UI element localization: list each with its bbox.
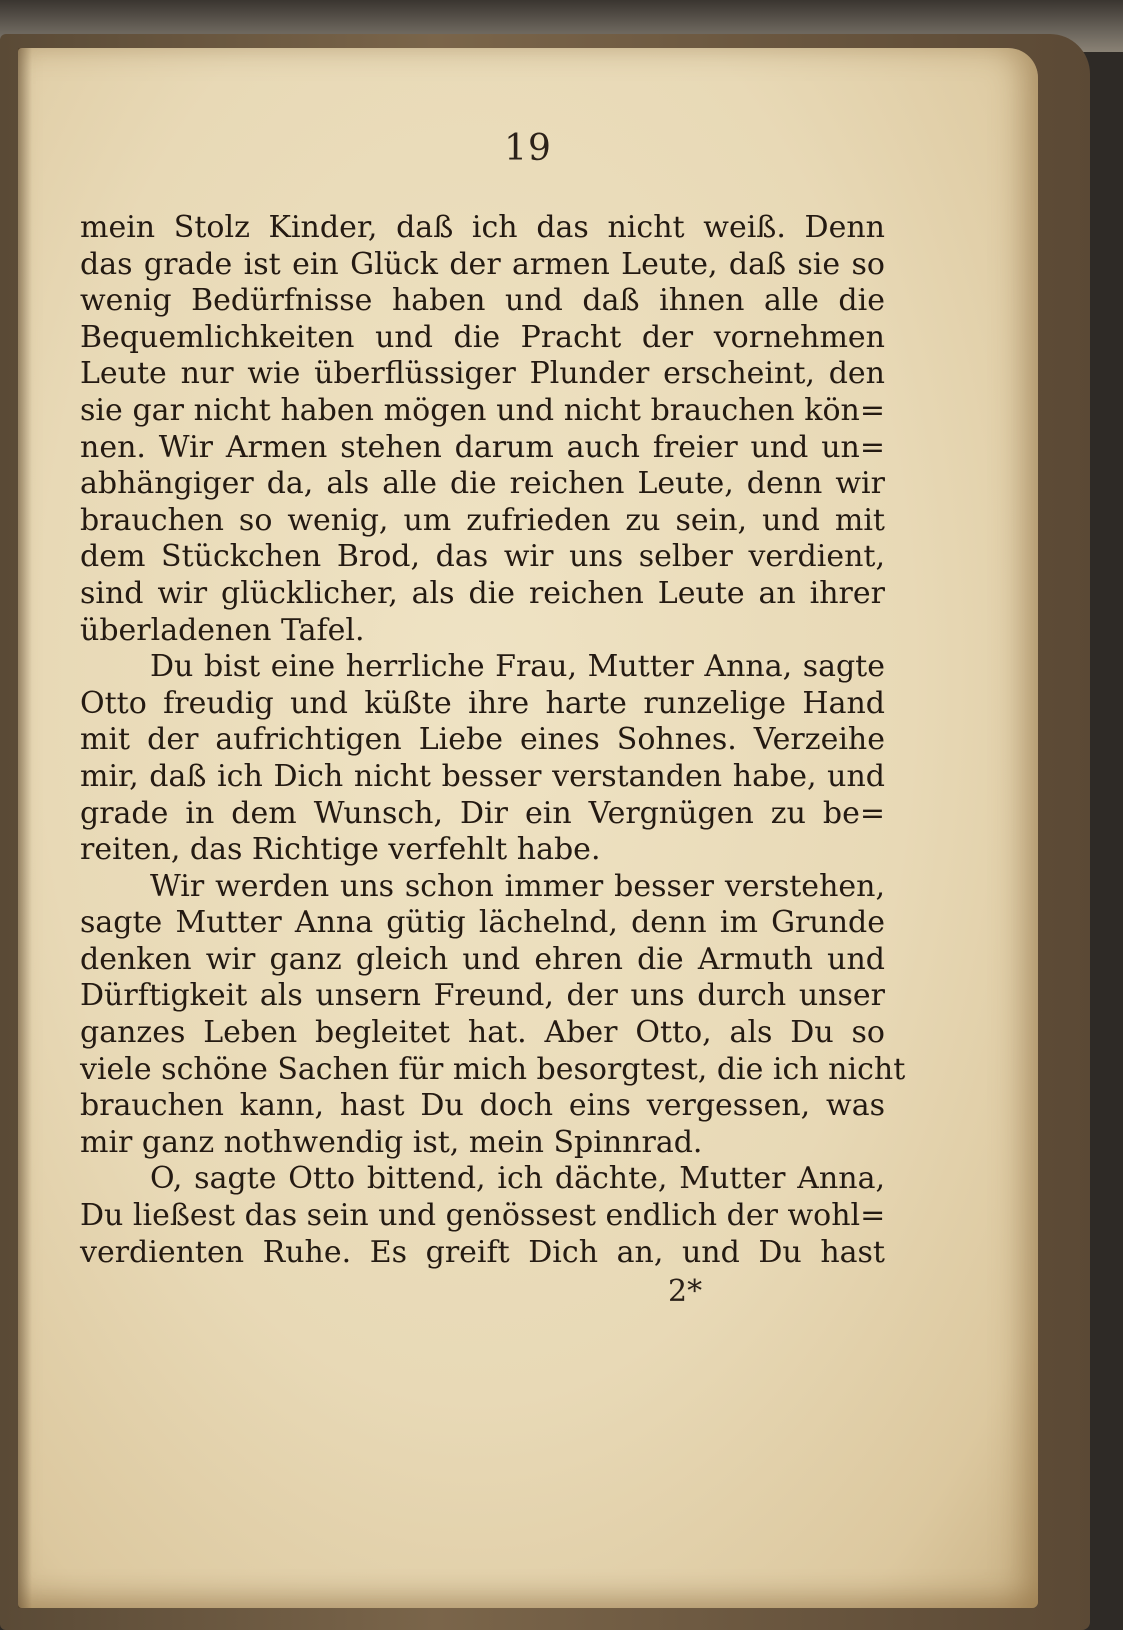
text-line: O, sagte Otto bittend, ich dächte, Mutter Anna,	[150, 1161, 885, 1197]
text-line: überladenen Tafel.	[80, 612, 365, 648]
text-line: Du bist eine herrliche Frau, Mutter Anna, sagte	[150, 649, 885, 685]
text-line: Du ließest das sein und genössest endlich der wohl=	[80, 1198, 886, 1234]
text-line: mit der aufrichtigen Liebe eines Sohnes. Verzeihe	[80, 722, 885, 758]
text-line: Leute nur wie überflüssiger Plunder erscheint, den	[80, 356, 885, 392]
text-line: abhängiger da, als alle die reichen Leute, denn wir	[80, 466, 885, 502]
text-line: sagte Mutter Anna gütig lächelnd, denn im Grunde	[80, 905, 885, 941]
text-line: dem Stückchen Brod, das wir uns selber verdient,	[80, 539, 885, 575]
text-line: mir ganz nothwendig ist, mein Spinnrad.	[80, 1124, 703, 1160]
text-line: Wir werden uns schon immer besser verstehen,	[150, 868, 885, 904]
text-line: Bequemlichkeiten und die Pracht der vornehmen	[80, 319, 885, 355]
text-line: denken wir ganz gleich und ehren die Armuth und	[80, 941, 885, 977]
text-line: sie gar nicht haben mögen und nicht brauchen kön=	[80, 392, 885, 428]
text-line: viele schöne Sachen für mich besorgtest, die ich nicht	[80, 1051, 906, 1087]
text-line: sind wir glücklicher, als die reichen Leute an ihrer	[80, 575, 885, 611]
text-line: das grade ist ein Glück der armen Leute, daß sie so	[80, 246, 885, 282]
text-line: verdienten Ruhe. Es greift Dich an, und Du hast	[80, 1234, 885, 1270]
book-page	[18, 48, 1038, 1608]
text-line: wenig Bedürfnisse haben und daß ihnen alle die	[80, 283, 885, 319]
body-text	[80, 210, 906, 1271]
signature-mark: 2*	[668, 1274, 703, 1309]
page-number: 19	[504, 128, 552, 169]
text-line: mir, daß ich Dich nicht besser verstanden habe, und	[80, 758, 885, 794]
text-line: Dürftigkeit als unsern Freund, der uns durch unser	[80, 978, 885, 1014]
text-line: nen. Wir Armen stehen darum auch freier und un=	[80, 429, 885, 465]
text-line: brauchen so wenig, um zufrieden zu sein, und mit	[80, 502, 885, 538]
text-line: Otto freudig und küßte ihre harte runzelige Hand	[80, 685, 885, 721]
text-line: ganzes Leben begleitet hat. Aber Otto, als Du so	[80, 1015, 885, 1051]
text-line: grade in dem Wunsch, Dir ein Vergnügen zu be=	[80, 795, 885, 831]
text-line: brauchen kann, hast Du doch eins vergessen, was	[80, 1088, 885, 1124]
page-gutter-shadow	[18, 48, 32, 1608]
text-line: reiten, das Richtige verfehlt habe.	[80, 832, 601, 868]
text-line: mein Stolz Kinder, daß ich das nicht weiß. Denn	[80, 210, 885, 245]
